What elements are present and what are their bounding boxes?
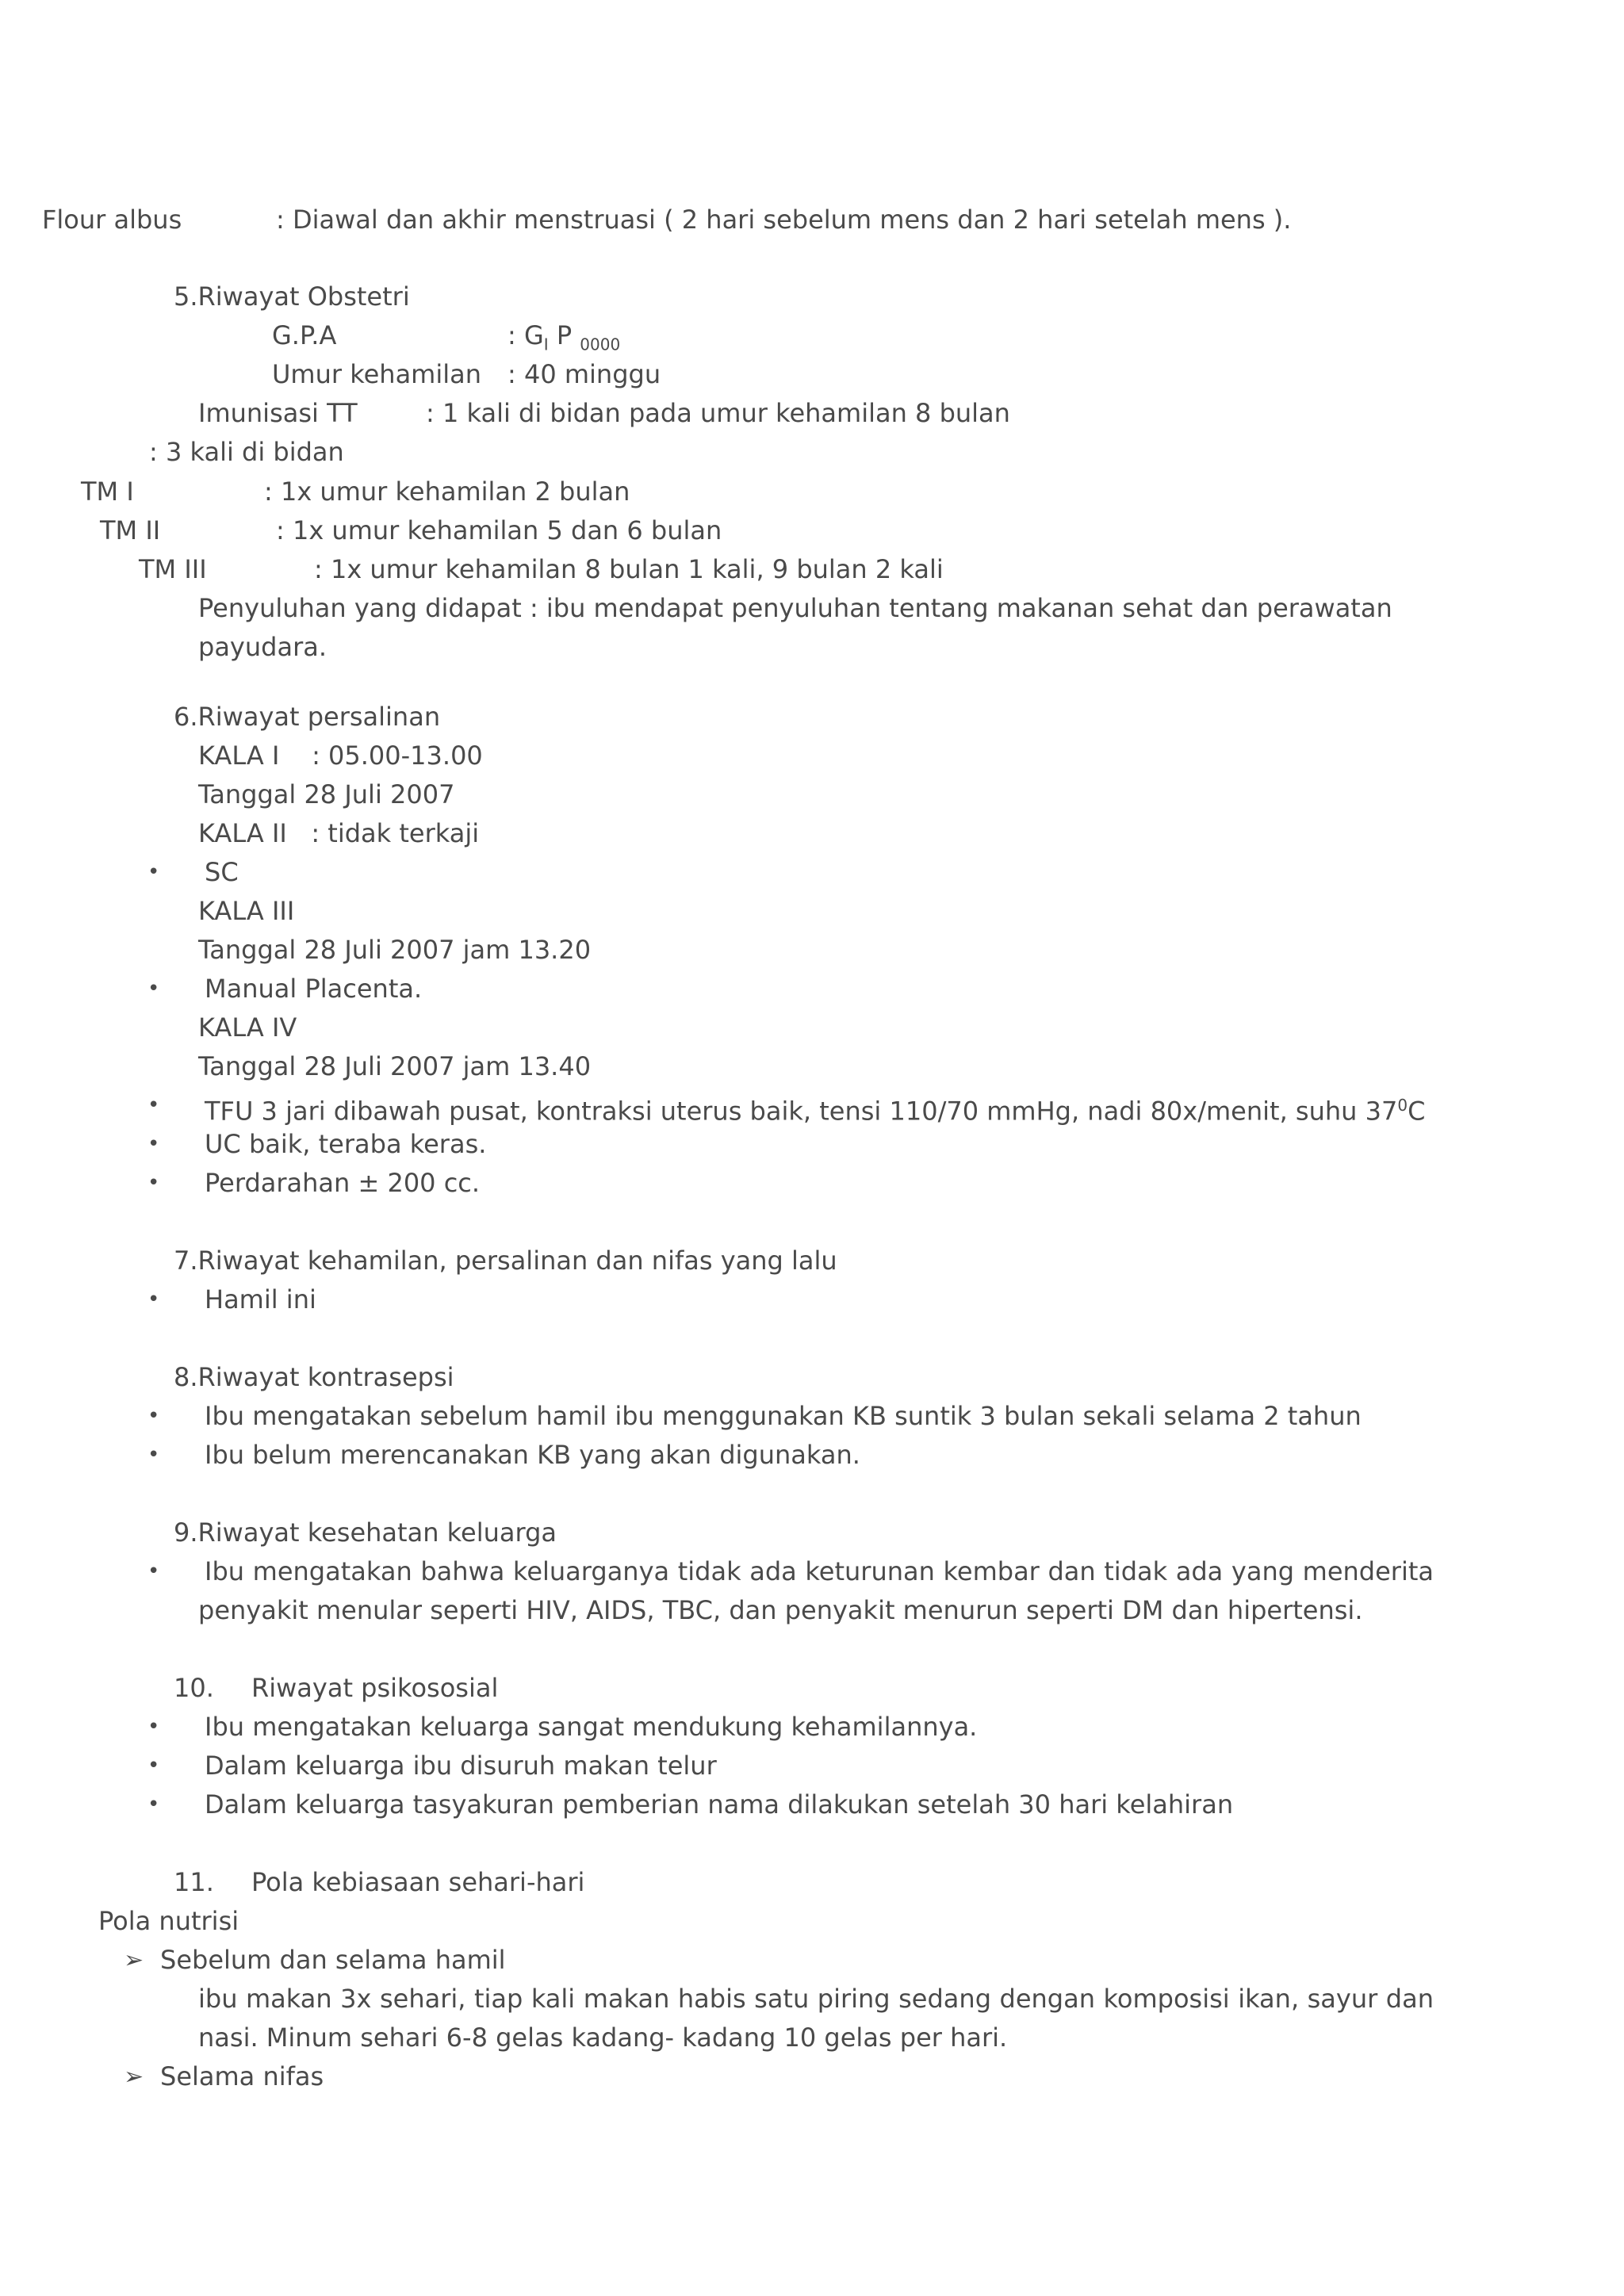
bullet-icon: •	[147, 1443, 160, 1467]
umur-kehamilan-label: Umur kehamilan	[272, 359, 482, 389]
gpa-label: G.P.A	[272, 320, 337, 350]
flour-albus-value: : Diawal dan akhir menstruasi ( 2 hari sebelum mens dan 2 hari setelah mens ).	[276, 205, 1292, 235]
tfu-item: TFU 3 jari dibawah pusat, kontraksi uterus baik, tensi 110/70 mmHg, nadi 80x/menit, suhu $37^0C$	[205, 1096, 1426, 1127]
kala4-text: KALA IV	[198, 1012, 297, 1043]
psikososial-item-3: Dalam keluarga tasyakuran pemberian nama dilakukan setelah 30 hari kelahiran	[205, 1789, 1234, 1820]
bullet-icon: •	[147, 1793, 160, 1816]
manual-placenta-item: Manual Placenta.	[205, 974, 423, 1004]
sebelum-hamil-item: Sebelum dan selama hamil	[160, 1945, 506, 1975]
tm1-label: TM I	[81, 476, 134, 507]
bullet-icon: •	[147, 1171, 160, 1195]
psikososial-number: 10.	[174, 1673, 214, 1703]
pola-nutrisi-label: Pola nutrisi	[98, 1906, 239, 1936]
keluarga-heading: 9.Riwayat kesehatan keluarga	[174, 1517, 557, 1548]
tm2-value: : 1x umur kehamilan 5 dan 6 bulan	[276, 515, 722, 545]
psikososial-item-2: Dalam keluarga ibu disuruh makan telur	[205, 1751, 717, 1781]
penyuluhan-text-2: payudara.	[198, 632, 327, 662]
tm2-label: TM II	[100, 515, 161, 545]
obstetri-heading: 5.Riwayat Obstetri	[174, 281, 410, 312]
pola-number: 11.	[174, 1867, 214, 1897]
bullet-icon: •	[147, 1288, 160, 1311]
umur-kehamilan-value: : 40 minggu	[508, 359, 661, 389]
keluarga-item-1: Ibu mengatakan bahwa keluarganya tidak ada keturunan kembar dan tidak ada yang menderita penyakit menular seperti HIV, AIDS, TBC, dan penyakit menurun seperti DM dan hipertensi.	[198, 1556, 1434, 1625]
kala1-date: Tanggal 28 Juli 2007	[198, 779, 455, 809]
kala1-text: KALA I : 05.00-13.00	[198, 740, 483, 771]
kontrasepsi-item-2: Ibu belum merencanakan KB yang akan digunakan.	[205, 1440, 860, 1470]
bullet-icon: •	[147, 1132, 160, 1156]
arrow-bullet-icon: ➢	[124, 2063, 144, 2091]
kontrasepsi-heading: 8.Riwayat kontrasepsi	[174, 1362, 454, 1392]
uc-item: UC baik, teraba keras.	[205, 1129, 487, 1159]
kala3-date: Tanggal 28 Juli 2007 jam 13.20	[198, 935, 592, 965]
tm3-value: : 1x umur kehamilan 8 bulan 1 kali, 9 bulan 2 kali	[314, 554, 944, 584]
psikososial-heading: Riwayat psikososial	[251, 1673, 499, 1703]
bullet-icon: •	[147, 1559, 160, 1583]
sc-item: SC	[205, 857, 239, 887]
perdarahan-item: Perdarahan ± 200 cc.	[205, 1168, 481, 1198]
imunisasi-value-2: : 3 kali di bidan	[149, 437, 344, 467]
pola-heading: Pola kebiasaan sehari-hari	[251, 1867, 585, 1897]
tm3-label: TM III	[139, 554, 207, 584]
bullet-icon: •	[147, 1754, 160, 1777]
flour-albus-label: Flour albus	[42, 205, 182, 235]
bullet-icon: •	[147, 977, 160, 1001]
kehamilan-heading: 7.Riwayat kehamilan, persalinan dan nifas yang lalu	[174, 1246, 837, 1276]
bullet-icon: •	[147, 1093, 160, 1117]
sebelum-hamil-text: ibu makan 3x sehari, tiap kali makan habis satu piring sedang dengan komposisi ikan, sayur dan nasi. Minum sehari 6-8 gelas kadang- kadang 10 gelas per hari.	[198, 1984, 1434, 2053]
penyuluhan-text: Penyuluhan yang didapat : ibu mendapat penyuluhan tentang makanan sehat dan perawatan	[198, 593, 1392, 623]
bullet-icon: •	[147, 1404, 160, 1428]
kala3-text: KALA III	[198, 896, 295, 926]
gpa-value: : $G_I$ P $_{0000}$	[508, 320, 621, 354]
hamil-ini-item: Hamil ini	[205, 1284, 316, 1314]
kontrasepsi-item-1: Ibu mengatakan sebelum hamil ibu menggunakan KB suntik 3 bulan sekali selama 2 tahun	[205, 1401, 1362, 1431]
kala4-date: Tanggal 28 Juli 2007 jam 13.40	[198, 1051, 592, 1081]
imunisasi-label: Imunisasi TT	[198, 398, 358, 428]
bullet-icon: •	[147, 860, 160, 884]
selama-nifas-item: Selama nifas	[160, 2061, 324, 2091]
arrow-bullet-icon: ➢	[124, 1946, 144, 1974]
kala2-text: KALA II : tidak terkaji	[198, 818, 480, 848]
psikososial-item-1: Ibu mengatakan keluarga sangat mendukung kehamilannya.	[205, 1712, 978, 1742]
bullet-icon: •	[147, 1715, 160, 1739]
tm1-value: : 1x umur kehamilan 2 bulan	[264, 476, 630, 507]
imunisasi-value: : 1 kali di bidan pada umur kehamilan 8 bulan	[426, 398, 1010, 428]
persalinan-heading: 6.Riwayat persalinan	[174, 702, 441, 732]
